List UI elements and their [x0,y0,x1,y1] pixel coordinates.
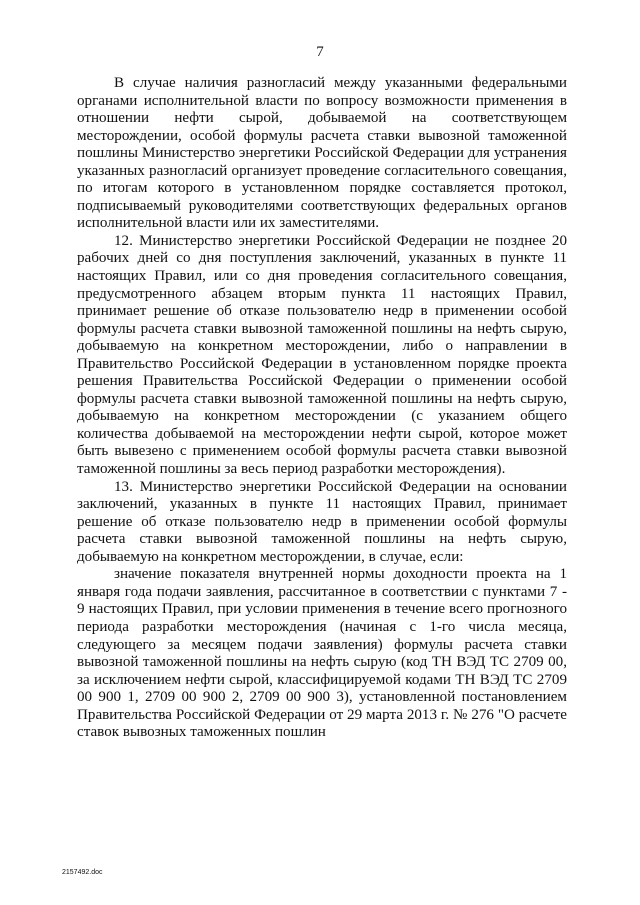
document-filename: 2157492.doc [62,869,103,876]
document-body [77,75,567,742]
page-number: 7 [316,44,324,60]
paragraph-12: 12. Министерство энергетики Российской Федерации не позднее 20 рабочих дней со дня поступления заключений, указанных в пункте 11 настоящих Правил, или со дня проведения согласительного совещания, предусмотренного абзацем вторым пункта 11 настоящих Правил, принимает решение об отказе пользователю недр в применении особой формулы расчета ставки вывозной таможенной пошлины на нефть сырую, добываемую на конкретном месторождении, либо о направлении в Правительство Российской Федерации в установленном порядке проекта решения Правительства Российской Федерации о применении особой формулы расчета ставки вывозной таможенной пошлины на нефть сырую, добываемую на конкретном месторождении (с указанием общего количества добываемой на месторождении нефти сырой, которое может быть вывезено с применением особой формулы расчета ставки вывозной таможенной пошлины за весь период разработки месторождения). [77,232,567,478]
paragraph-13: 13. Министерство энергетики Российской Федерации на основании заключений, указанных в пункте 11 настоящих Правил, принимает решение об отказе пользователю недр в применении особой формулы расчета ставки вывозной таможенной пошлины на нефть сырую, добываемую на конкретном месторождении, в случае, если: [77,478,567,565]
paragraph-disagreement: В случае наличия разногласий между указанными федеральными органами исполнительной власти по вопросу возможности применения в отношении нефти сырой, добываемой на соответствующем месторождении, особой формулы расчета ставки вывозной таможенной пошлины Министерство энергетики Российской Федерации для устранения указанных разногласий организует проведение согласительного совещания, по итогам которого в установленном порядке составляется протокол, подписываемый руководителями соответствующих федеральных органов исполнительной власти или их заместителями. [77,75,567,232]
paragraph-irr-condition: значение показателя внутренней нормы доходности проекта на 1 января года подачи заявления, рассчитанное в соответствии с пунктами 7 - 9 настоящих Правил, при условии применения в течение всего прогнозного периода разработки месторождения (начиная с 1-го числа месяца, следующего за месяцем подачи заявления) формулы расчета ставки вывозной таможенной пошлины на нефть сырую (код ТН ВЭД ТС 2709 00, за исключением нефти сырой, классифицируемой кодами ТН ВЭД ТС 2709 00 900 1, 2709 00 900 2, 2709 00 900 3), установленной постановлением Правительства Российской Федерации от 29 марта 2013 г. № 276 "О расчете ставок вывозных таможенных пошлин [77,566,567,741]
